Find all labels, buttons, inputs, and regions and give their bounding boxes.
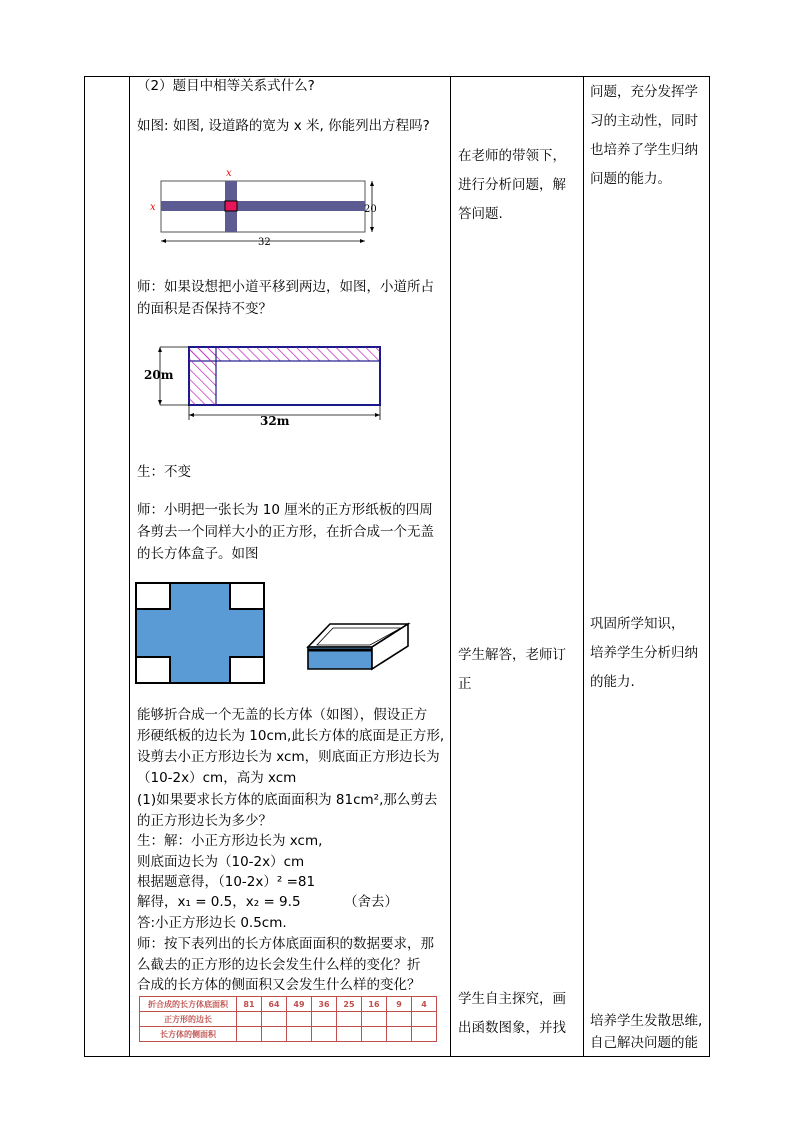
intent-line: 培养学生发散思维, [590,1013,703,1029]
solution-answer: 答:小正方形边长 0.5cm. [137,915,287,931]
question-1-line1: (1)如果要求长方体的底面面积为 81cm²,那么剪去 [137,792,438,808]
teacher-question-line1: 师：如果设想把小道平移到两边，如图，小道所占 [137,279,434,295]
solution-line2: 则底面边长为（10-2x）cm [137,854,305,870]
table-cell: 16 [362,997,387,1012]
question-2-title: （2）题目中相等关系式什么? [137,78,315,94]
teacher-box-problem-line1: 师：小明把一张长为 10 厘米的正方形纸板的四周 [137,502,433,518]
teacher-box-problem-line2: 各剪去一个同样大小的正方形，在折合成一个无盖 [137,524,434,540]
student-activity-1 [458,142,578,229]
intent-line: 自己解决问题的能 [590,1035,698,1051]
teacher-question-line2: 的面积是否保持不变？ [137,301,272,317]
table-cell: 9 [387,997,412,1012]
base-area-table [139,996,437,1042]
open-box-figure [300,616,415,680]
student-activity-3 [458,985,578,1043]
table-col-border [450,76,451,1057]
design-intent-2 [590,610,708,697]
table-row [140,997,437,1012]
road-cross-figure [145,165,385,250]
table-cell: 64 [262,997,287,1012]
solution-line3: 根据题意得，（10-2x）² =81 [137,874,316,890]
table-col-border [129,76,130,1057]
question-1-line2: 的正方形边长为多少？ [137,813,272,829]
table-cell: 49 [287,997,312,1012]
row1-header: 折合成的长方体底面积 [140,997,237,1012]
solution-line4-note: （舍去） [344,894,398,910]
activity-line: 学生自主探究，画 [458,991,566,1007]
activity-line: 正 [458,676,472,692]
fig1-label-20: 20 [364,204,377,215]
intent-line: 的能力. [590,674,635,690]
row3-header: 长方体的侧面积 [140,1027,237,1042]
intent-line: 问题的能力。 [590,171,671,187]
table-cell: 81 [237,997,262,1012]
table-col-border [583,76,584,1057]
activity-line: 答问题. [458,206,503,222]
fig2-label-20m: 20m [144,368,174,382]
intent-line: 问题，充分发挥学 [590,84,698,100]
fig2-label-32m: 32m [260,414,290,428]
activity-line: 出函数图象，并找 [458,1020,566,1036]
cut-cardboard-figure [134,580,269,686]
table-cell: 4 [412,997,437,1012]
fig1-label-32: 32 [258,237,271,248]
table-cell: 25 [337,997,362,1012]
box-paragraph-line1: 能够折合成一个无盖的长方体（如图），假设正方 [137,707,428,723]
box-paragraph-line3: 设剪去小正方形边长为 xcm，则底面正方形边长为 [137,749,440,765]
activity-line: 在老师的带领下， [458,148,566,164]
table-col-border [709,76,710,1057]
solution-line4: 解得，x₁ = 0.5，x₂ = 9.5 [137,894,301,910]
table-col-border [84,76,85,1057]
intent-line: 习的主动性，同时 [590,113,698,129]
student-answer: 生：不变 [137,464,191,480]
intent-line: 也培养了学生归纳 [590,142,698,158]
intent-line: 巩固所学知识， [590,616,685,632]
activity-line: 学生解答，老师订 [458,647,566,663]
intent-line: 培养学生分析归纳 [590,645,698,661]
teacher-table-line3: 合成的长方体的侧面积又会发生什么样的变化？ [137,977,421,993]
table-row [140,1027,437,1042]
teacher-table-line2: 么截去的正方形的边长会发生什么样的变化？折 [137,957,421,973]
box-paragraph-line2: 形硬纸板的边长为 10cm,此长方体的底面是正方形, [137,728,445,744]
fig1-label-x-left: x [150,202,156,213]
shifted-paths-figure [140,340,390,435]
fig1-label-x-top: x [226,168,232,179]
row2-header: 正方形的边长 [140,1012,237,1027]
student-activity-2 [458,641,578,699]
solution-line1: 生：解：小正方形边长为 xcm, [137,833,323,849]
teacher-box-problem-line3: 的长方体盒子。如图 [137,546,259,562]
table-row [140,1012,437,1027]
activity-line: 进行分析问题，解 [458,177,566,193]
design-intent-3 [590,1010,708,1054]
table-bottom-border [84,1056,710,1057]
box-paragraph-line4: （10-2x）cm，高为 xcm [137,770,297,786]
figure1-prompt: 如图: 如图, 设道路的宽为 x 米, 你能列出方程吗? [137,118,430,134]
teacher-table-line1: 师：按下表列出的长方体底面面积的数据要求，那 [137,936,434,952]
design-intent-1 [590,78,708,194]
table-cell: 36 [312,997,337,1012]
